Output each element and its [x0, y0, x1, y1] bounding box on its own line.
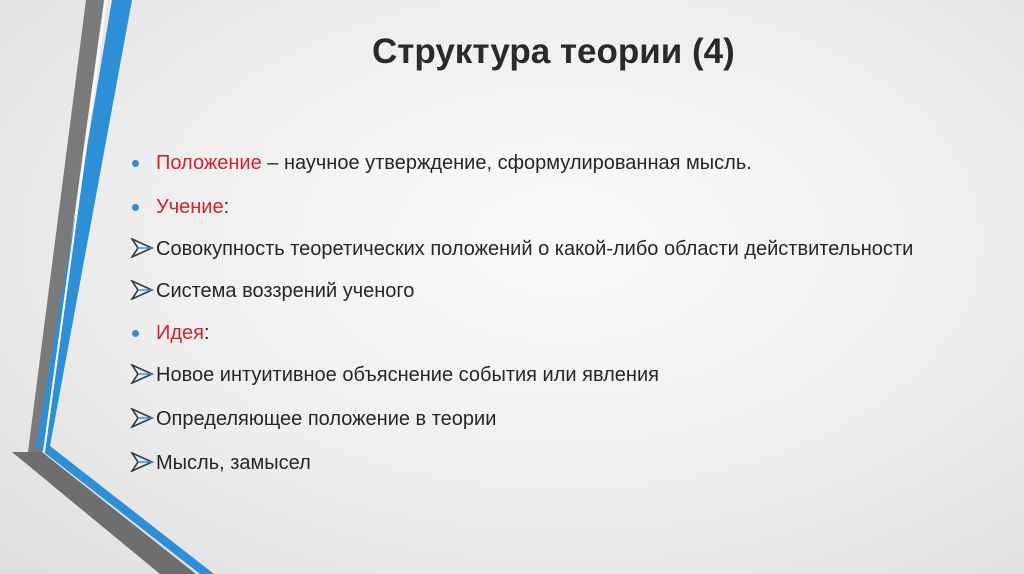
slide-content [130, 148, 990, 478]
item-term: Учение [156, 196, 224, 218]
item-text: Мысль, замысел [156, 452, 311, 474]
list-item [130, 234, 990, 264]
white-separator [44, 0, 106, 452]
list-item [130, 192, 990, 222]
slide-title: Структура теории (4) [372, 32, 735, 71]
list-item [130, 404, 990, 434]
item-text: Система воззрений ученого [156, 280, 415, 302]
list-item [130, 318, 990, 348]
item-text: Определяющее положение в теории [156, 408, 497, 430]
gray-stripe [28, 0, 104, 452]
list-item [130, 148, 990, 178]
item-text: : [204, 322, 210, 344]
item-text: – научное утверждение, сформулированная мысль. [261, 152, 752, 174]
list-item [130, 448, 990, 478]
item-term: Идея [156, 322, 204, 344]
item-term: Положение [156, 152, 262, 174]
item-text: Новое интуитивное объяснение события или явления [156, 364, 659, 386]
list-item [130, 360, 990, 390]
list-item [130, 276, 990, 306]
item-text: : [223, 196, 230, 218]
item-text: Совокупность теоретических положений о какой-либо области действительности [156, 238, 914, 260]
